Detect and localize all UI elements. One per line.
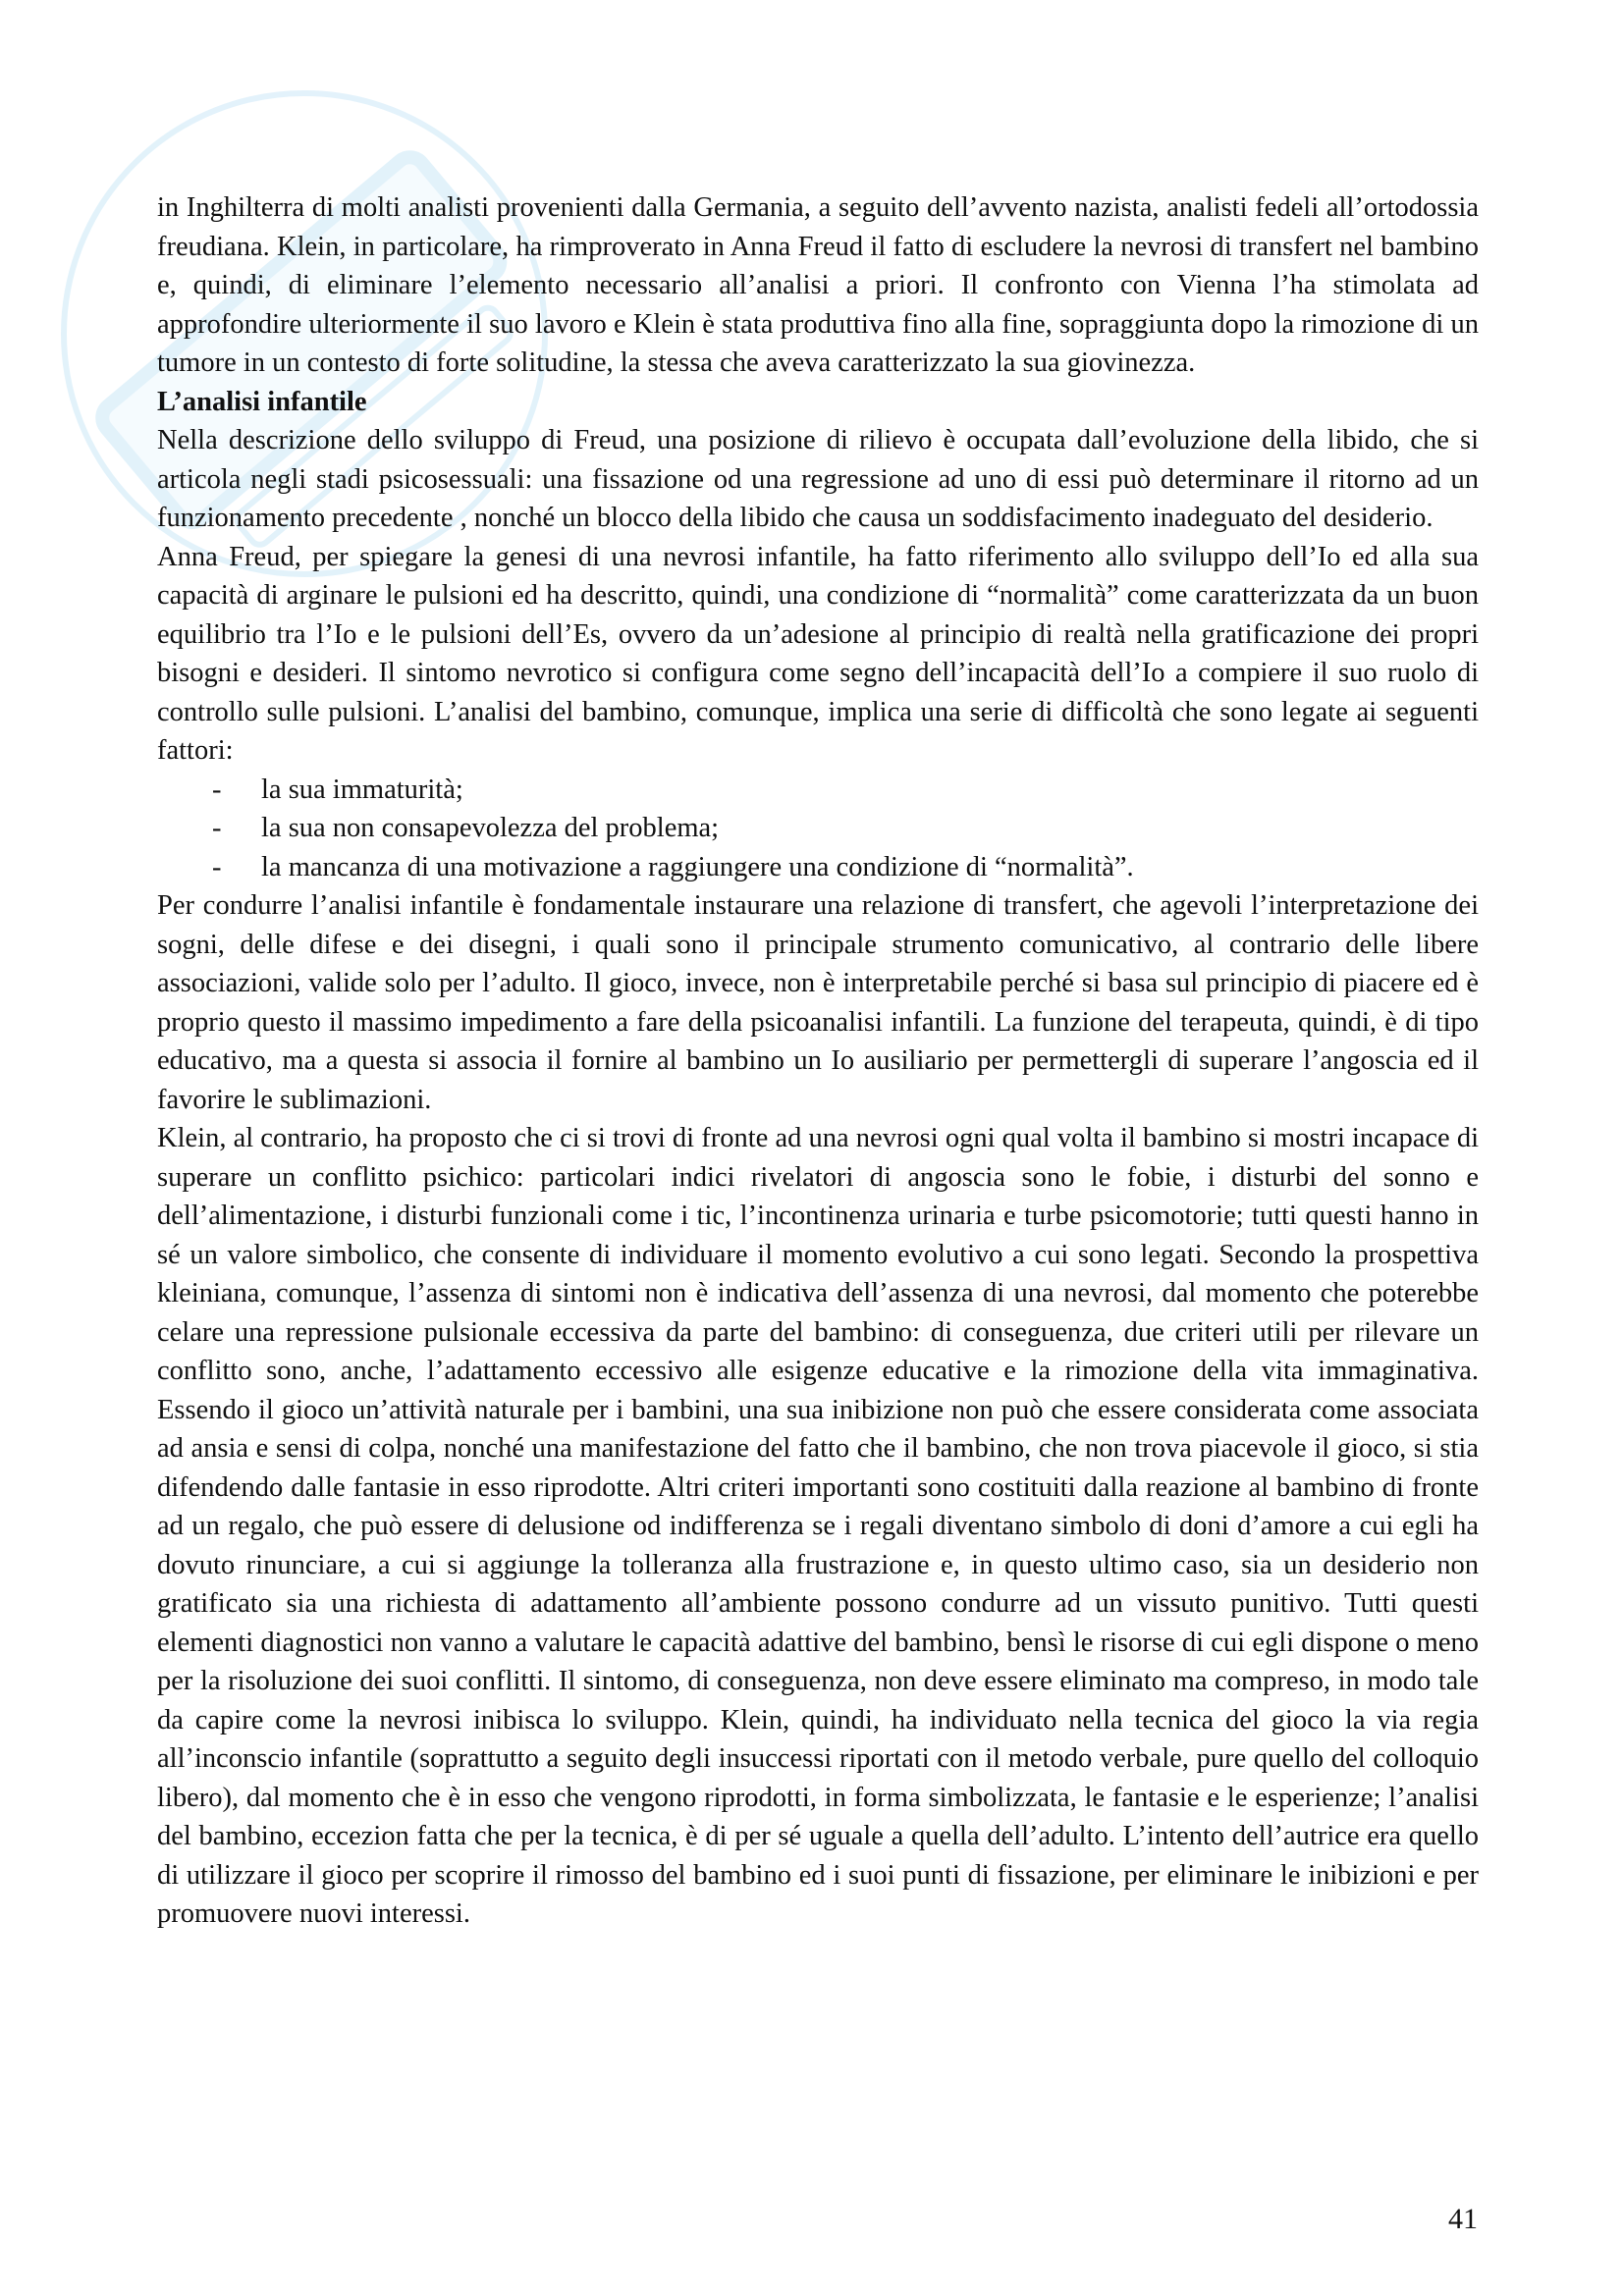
intro-paragraph: in Inghilterra di molti analisti provenienti dalla Germania, a seguito dell’avvento nazista, analisti fedeli all’ortodossia freudiana. Klein, in particolare, ha rimproverato in Anna Freud il fatto di escludere la nevrosi di transfert nel bambino e, quindi, di eliminare l’elemento necessario all’analisi a priori. Il confronto con Vienna l’ha stimolata ad approfondire ulteriormente il suo lavoro e Klein è stata produttiva fino alla fine, sopraggiunta dopo la rimozione di un tumore in un contesto di forte solitudine, la stessa che aveva caratterizzato la sua giovinezza.	[157, 192, 1479, 378]
list-item	[212, 771, 1479, 810]
page-number: 41	[1448, 2203, 1478, 2235]
paragraph-freud: Nella descrizione dello sviluppo di Freud, una posizione di rilievo è occupata dall’evoluzione della libido, che si articola negli stadi psicosessuali: una fissazione od una regressione ad uno di essi può determinare il ritorno ad un funzionamento precedente , nonché un blocco della libido che causa un soddisfacimento inadeguato del desiderio.	[157, 425, 1479, 533]
page-body	[157, 188, 1479, 1934]
list-item-text: la sua immaturità;	[261, 774, 463, 805]
list-item-text: la mancanza di una motivazione a raggiungere una condizione di “normalità”.	[261, 851, 1134, 882]
bullet-dash: -	[212, 851, 222, 882]
bullet-dash: -	[212, 774, 222, 805]
list-item-text: la sua non consapevolezza del problema;	[261, 813, 720, 843]
paragraph-transfert: Per condurre l’analisi infantile è fondamentale instaurare una relazione di transfert, che agevoli l’interpretazione dei sogni, delle difese e dei disegni, i quali sono il principale strumento comunicativo, al contrario delle libere associazioni, valide solo per l’adulto. Il gioco, invece, non è interpretabile perché si basa sul principio di piacere ed è proprio questo il massimo impedimento a fare della psicoanalisi infantili. La funzione del terapeuta, quindi, è di tipo educativo, ma a questa si associa il fornire al bambino un Io ausiliario per permettergli di superare l’angoscia ed il favorire le sublimazioni.	[157, 890, 1479, 1115]
paragraph-anna-freud: Anna Freud, per spiegare la genesi di una nevrosi infantile, ha fatto riferimento allo sviluppo dell’Io ed alla sua capacità di arginare le pulsioni ed ha descritto, quindi, una condizione di “normalità” come caratterizzata da un buon equilibrio tra l’Io e le pulsioni dell’Es, ovvero da un’adesione al principio di realtà nella gratificazione dei propri bisogni e desideri. Il sintomo nevrotico si configura come segno dell’incapacità dell’Io a compiere il suo ruolo di controllo sulle pulsioni. L’analisi del bambino, comunque, implica una serie di difficoltà che sono legate ai seguenti fattori:	[157, 541, 1479, 766]
list-item	[212, 809, 1479, 848]
section-heading: L’analisi infantile	[157, 386, 367, 417]
list-item	[212, 848, 1479, 887]
bullet-dash: -	[212, 813, 222, 843]
difficulty-list	[157, 771, 1479, 887]
paragraph-klein: Klein, al contrario, ha proposto che ci si trovi di fronte ad una nevrosi ogni qual volta il bambino si mostri incapace di superare un conflitto psichico: particolari indici rivelatori di angoscia sono le fobie, i disturbi del sonno e dell’alimentazione, i disturbi funzionali come i tic, l’incontinenza urinaria e turbe psicomotorie; tutti questi hanno in sé un valore simbolico, che consente di individuare il momento evolutivo a cui sono legati. Secondo la prospettiva kleiniana, comunque, l’assenza di sintomi non è indicativa dell’assenza di una nevrosi, dal momento che poterebbe celare una repressione pulsionale eccessiva da parte del bambino: di conseguenza, due criteri utili per rilevare un conflitto sono, anche, l’adattamento eccessivo alle esigenze educative e la rimozione della vita immaginativa. Essendo il gioco un’attività naturale per i bambini, una sua inibizione non può che essere considerata come associata ad ansia e sensi di colpa, nonché una manifestazione del fatto che il bambino, che non trova piacevole il gioco, si stia difendendo dalle fantasie in esso riprodotte. Altri criteri importanti sono costituiti dalla reazione al bambino di fronte ad un regalo, che può essere di delusione od indifferenza se i regali diventano simbolo di doni d’amore a cui egli ha dovuto rinunciare, a cui si aggiunge la tolleranza alla frustrazione e, in questo ultimo caso, sia un desiderio non gratificato sia una richiesta di adattamento all’ambiente possono condurre ad un vissuto punitivo. Tutti questi elementi diagnostici non vanno a valutare le capacità adattive del bambino, bensì le risorse di cui egli dispone o meno per la risoluzione dei suoi conflitti. Il sintomo, di conseguenza, non deve essere eliminato ma compreso, in modo tale da capire come la nevrosi inibisca lo sviluppo. Klein, quindi, ha individuato nella tecnica del gioco la via regia all’inconscio infantile (soprattutto a seguito degli insuccessi riportati con il metodo verbale, pure quello del colloquio libero), dal momento che è in esso che vengono riprodotti, in forma simbolizzata, le fantasie e le esperienze; l’analisi del bambino, eccezion fatta che per la tecnica, è di per sé uguale a quella dell’adulto. L’intento dell’autrice era quello di utilizzare il gioco per scoprire il rimosso del bambino ed i suoi punti di fissazione, per eliminare le inibizioni e per promuovere nuovi interessi.	[157, 1123, 1479, 1929]
